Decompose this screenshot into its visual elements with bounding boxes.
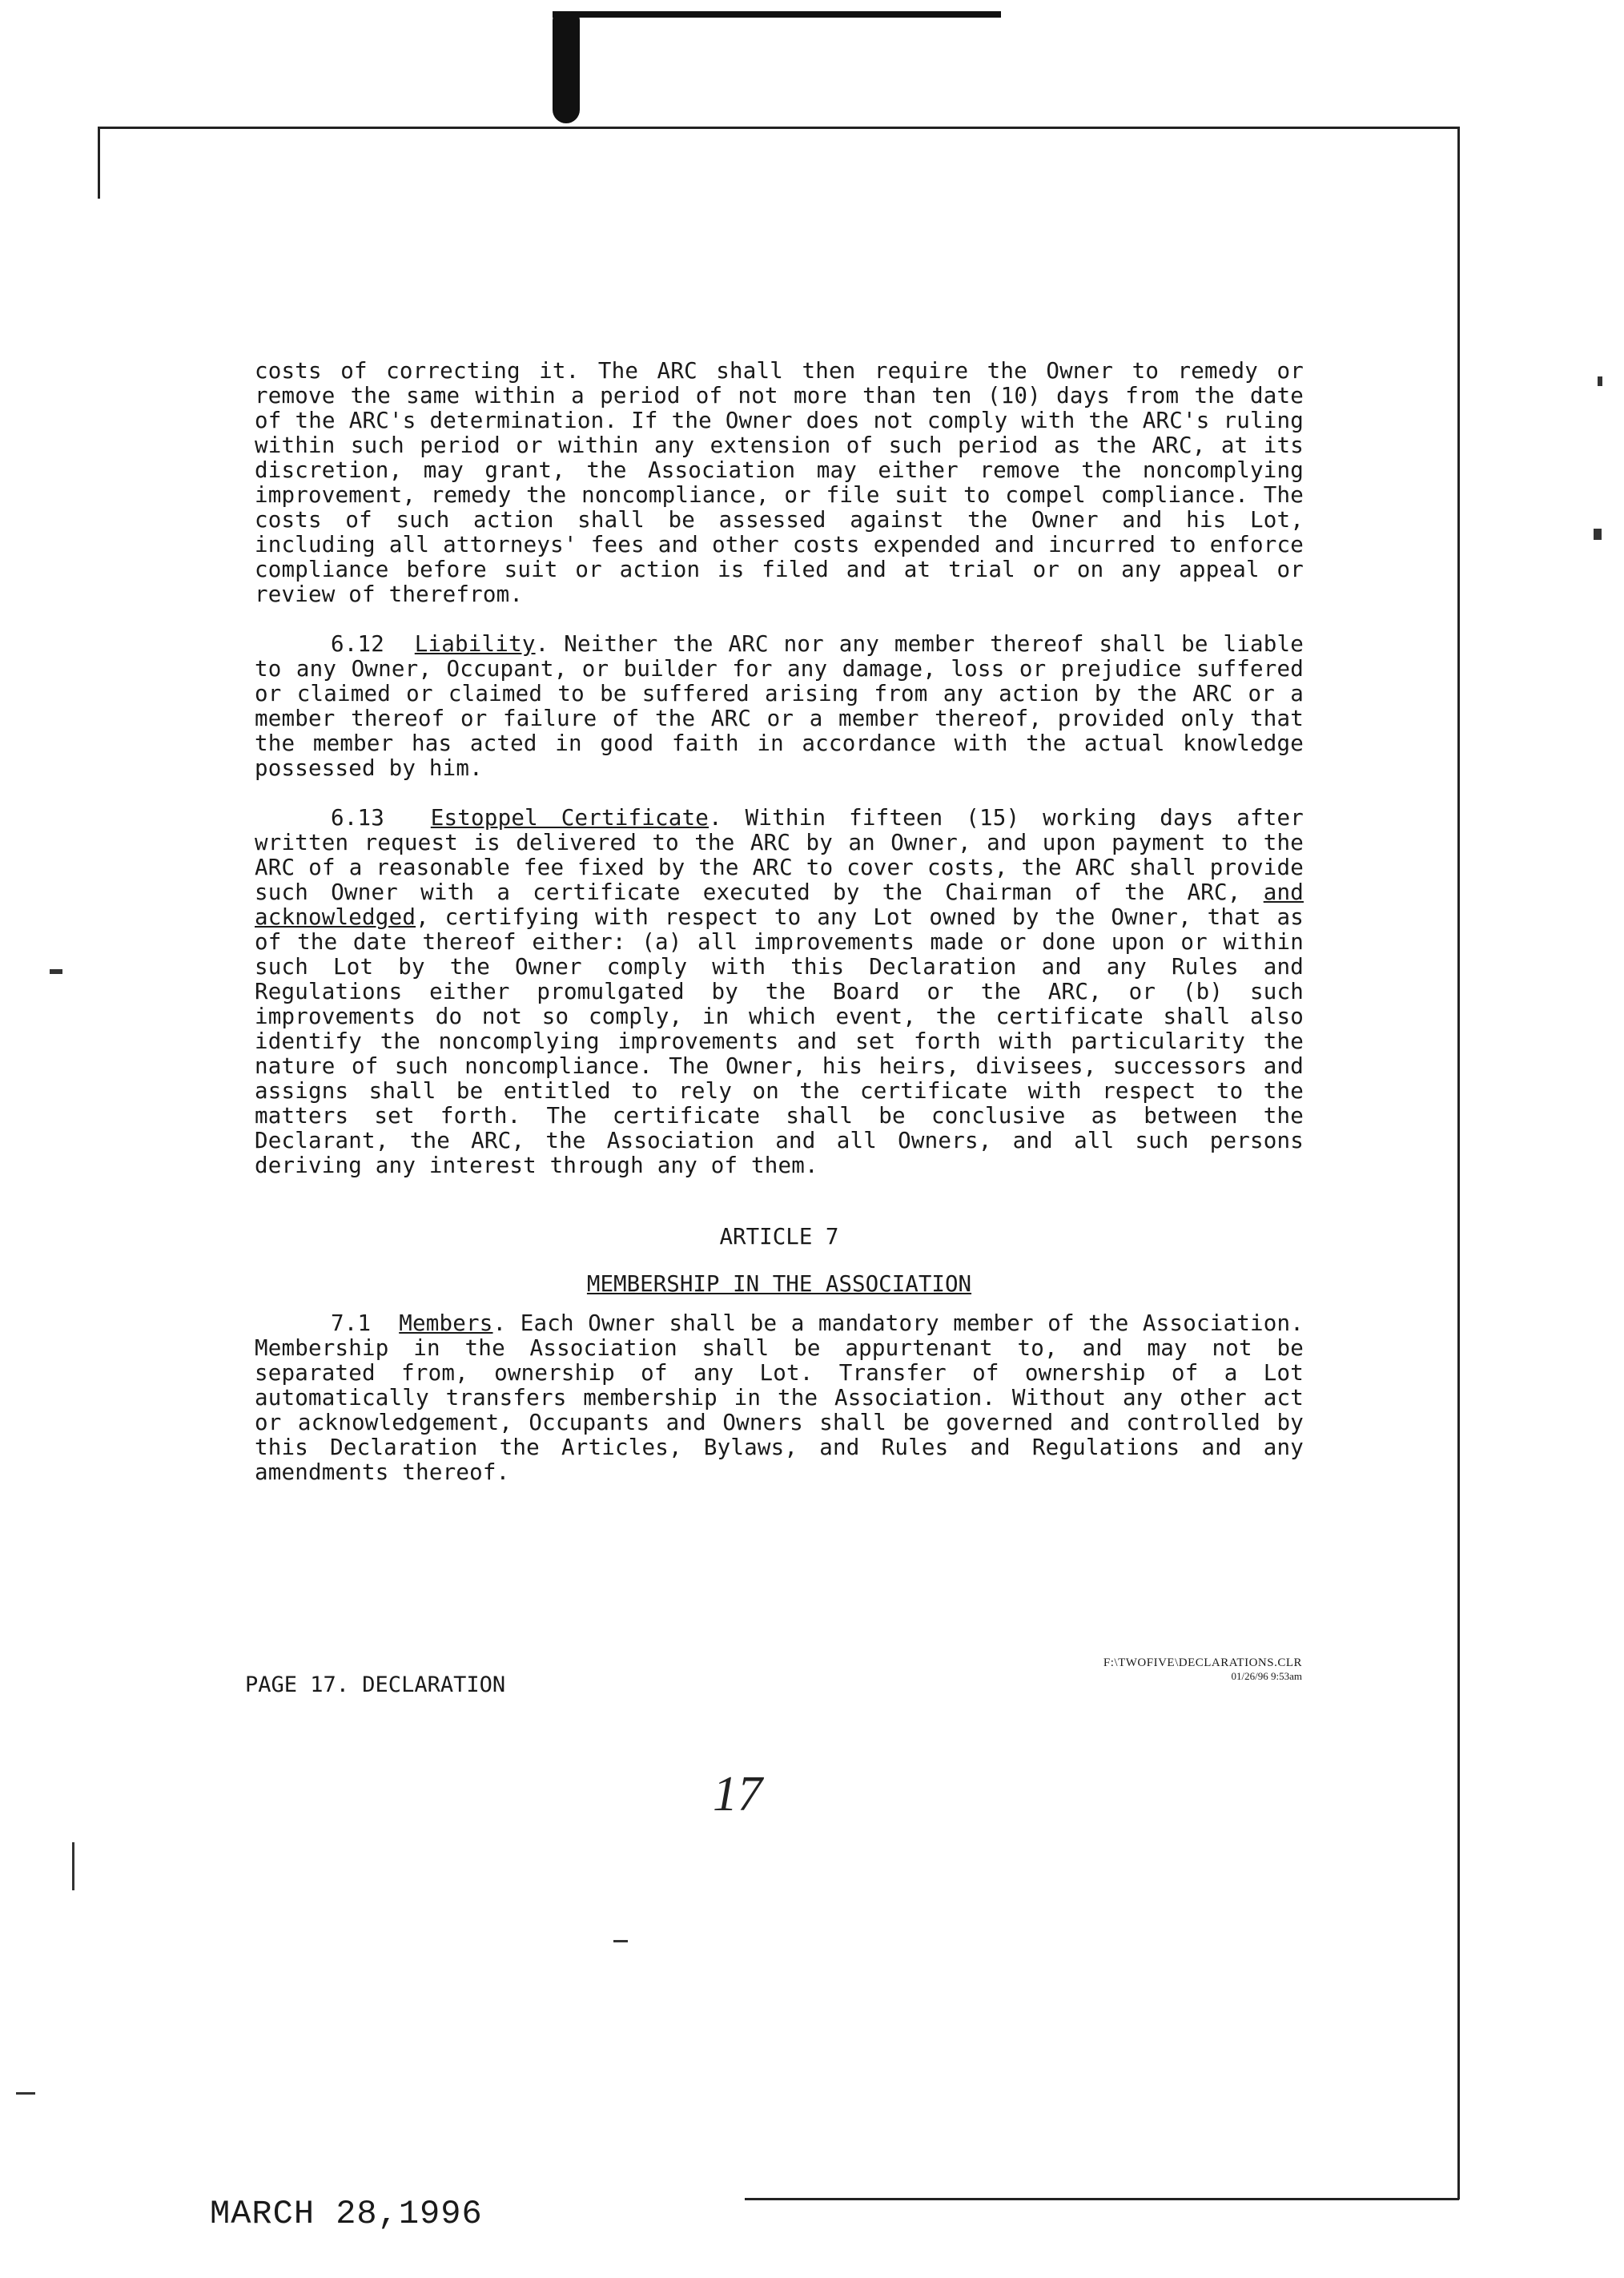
paragraph-costs [255, 359, 1304, 607]
section-title: Estoppel Certificate [430, 805, 709, 831]
file-stamp [1103, 1656, 1302, 1683]
section-text: . Neither the ARC nor any member thereof shall be liable to any Owner, Occupant, or builder for any damage, loss or prejudice suffered or claimed or claimed to be suffered arising from any action by the ARC or a member thereof or failure of the ARC or a member thereof, provided only that the member has acted in good faith in accordance with the actual knowledge possessed by him. [255, 631, 1304, 781]
scan-artifact-blot [553, 11, 580, 123]
page-footer [245, 1656, 1302, 1704]
declaration-body [255, 359, 1304, 1485]
page-frame-right [1457, 127, 1460, 2200]
scan-speck [1594, 529, 1602, 540]
page-frame-top [98, 127, 1459, 129]
page-frame-bottom [745, 2198, 1459, 2200]
article-title: MEMBERSHIP IN THE ASSOCIATION [586, 1271, 972, 1297]
section-number: 6.13 [331, 805, 385, 831]
section-text: . Within fifteen (15) working days after written request is delivered to the ARC by an Owner, and upon payment to the ARC of a reasonable fee fixed by the ARC to cover costs, the ARC shall provide such Owner with a certificate executed by the Chairman of the ARC, [255, 805, 1304, 905]
scan-artifact-top [553, 11, 1001, 18]
recording-date-stamp: MARCH 28,1996 [210, 2195, 483, 2233]
file-timestamp: 01/26/96 9:53am [1231, 1670, 1302, 1682]
section-number: 7.1 [331, 1310, 372, 1336]
section-6-12 [255, 632, 1304, 781]
section-6-13 [255, 806, 1304, 1178]
page-label: PAGE 17. DECLARATION [245, 1672, 506, 1697]
article-number: ARTICLE 7 [719, 1224, 839, 1250]
scan-speck [16, 2092, 35, 2095]
section-7-1 [255, 1311, 1304, 1485]
file-path: F:\TWOFIVE\DECLARATIONS.CLR [1103, 1656, 1302, 1669]
section-number: 6.12 [331, 631, 385, 657]
section-title: Members [399, 1310, 493, 1336]
page-frame-left [98, 127, 100, 199]
section-title: Liability [414, 631, 536, 657]
scan-speck [50, 969, 62, 974]
paragraph-text: costs of correcting it. The ARC shall then require the Owner to remedy or remove the same within a period of not more than ten (10) days from the date of the ARC's determination. If the Owner does not comply with the ARC's ruling within such period or within any extension of such period as the ARC, at its discretion, may grant, the Association may either remove the noncomplying improvement, remedy the noncompliance, or file suit to compel compliance. The costs of such action shall be assessed against the Owner and his Lot, including all attorneys' fees and other costs expended and incurred to enforce compliance before suit or action is filed and at trial or on any appeal or review of therefrom. [255, 358, 1304, 607]
scan-speck [1598, 376, 1602, 386]
handwritten-page-number: 17 [713, 1767, 762, 1821]
scan-speck [613, 1940, 628, 1942]
underlined-phrase: and acknowledged [255, 879, 1304, 930]
section-text: . Each Owner shall be a mandatory member of the Association. Membership in the Association shall be appurtenant to, and may not be separated from, ownership of any Lot. Transfer of ownership of a Lot automatically transfers membership in the Association. Without any other act or acknowledgement, Occupants and Owners shall be governed and controlled by this Declaration the Articles, Bylaws, and Rules and Regulations and any amendments thereof. [255, 1310, 1304, 1485]
scan-speck [72, 1842, 74, 1890]
section-text: , certifying with respect to any Lot owned by the Owner, that as of the date thereof either: (a) all improvements made or done upon or within such Lot by the Owner comply with this Declaration and any Rules and Regulations either promulgated by the Board or the ARC, or (b) such improvements do not so comply, in which event, the certificate shall also identify the noncomplying improvements and set forth with particularity the nature of such noncompliance. The Owner, his heirs, divisees, successors and assigns shall be entitled to rely on the certificate with respect to the matters set forth. The certificate shall be conclusive as between the Declarant, the ARC, the Association and all Owners, and all such persons deriving any interest through any of them. [255, 904, 1304, 1178]
